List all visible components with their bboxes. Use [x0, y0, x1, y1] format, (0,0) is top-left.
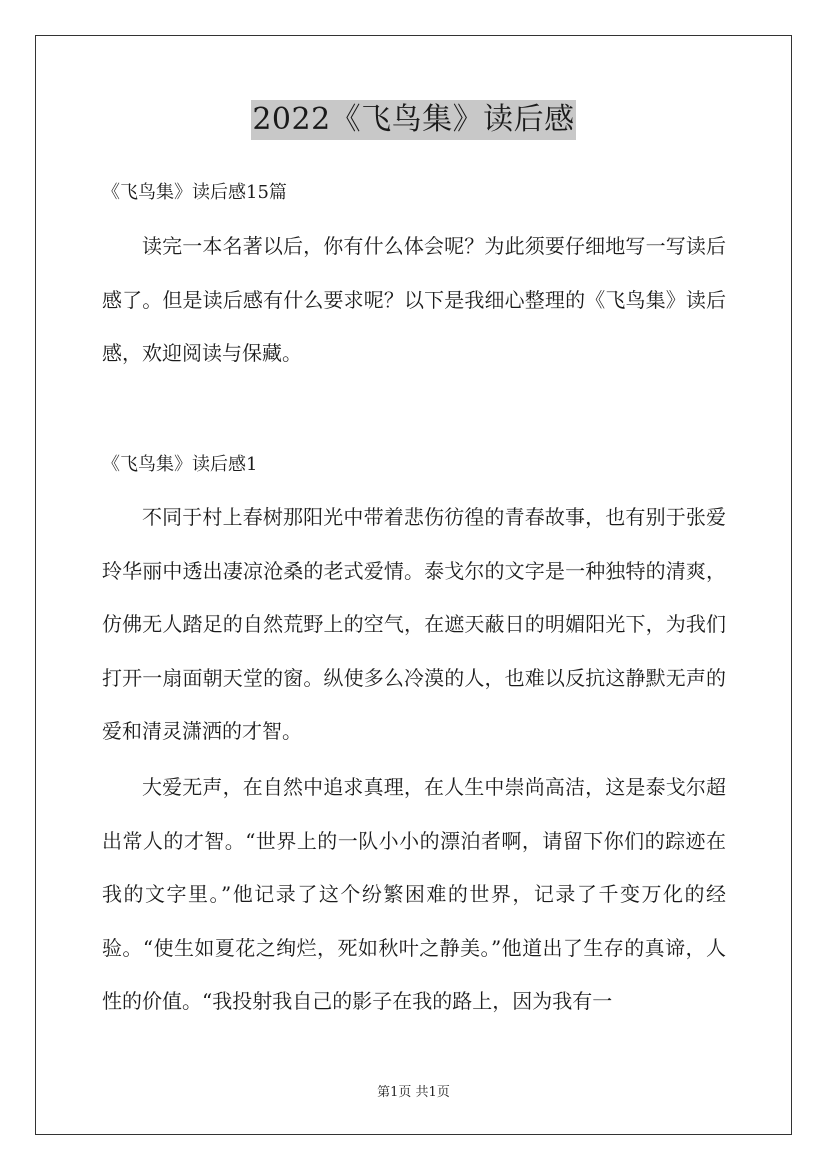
page-footer: 第1页 共1页	[377, 1085, 450, 1100]
document-title: 2022《飞鸟集》读后感	[251, 100, 575, 140]
document-subtitle: 《飞鸟集》读后感15篇	[102, 182, 287, 203]
body-paragraph: 大爱无声，在自然中追求真理，在人生中崇尚高洁，这是泰戈尔超出常人的才智。“世界上的一队小小的漂泊者啊，请留下你们的踪迹在我的文字里。”他记录了这个纷繁困难的世界，记录了千变万化的经验。“使生如夏花之绚烂，死如秋叶之静美。”他道出了生存的真谛，人性的价值。“我投射我自己的影子在我的路上，因为我有一	[102, 775, 726, 1013]
section-heading: 《飞鸟集》读后感1	[102, 454, 258, 475]
intro-paragraph: 读完一本名著以后，你有什么体会呢？为此须要仔细地写一写读后感了。但是读后感有什么要求呢？以下是我细心整理的《飞鸟集》读后感，欢迎阅读与保藏。	[102, 234, 726, 365]
body-paragraph: 不同于村上春树那阳光中带着悲伤彷徨的青春故事，也有别于张爱玲华丽中透出凄凉沧桑的老式爱情。泰戈尔的文字是一种独特的清爽，仿佛无人踏足的自然荒野上的空气，在遮天蔽日的明媚阳光下，为我们打开一扇面朝天堂的窗。纵使多么冷漠的人，也难以反抗这静默无声的爱和清灵潇洒的才智。	[102, 505, 726, 743]
title-container	[0, 100, 827, 140]
